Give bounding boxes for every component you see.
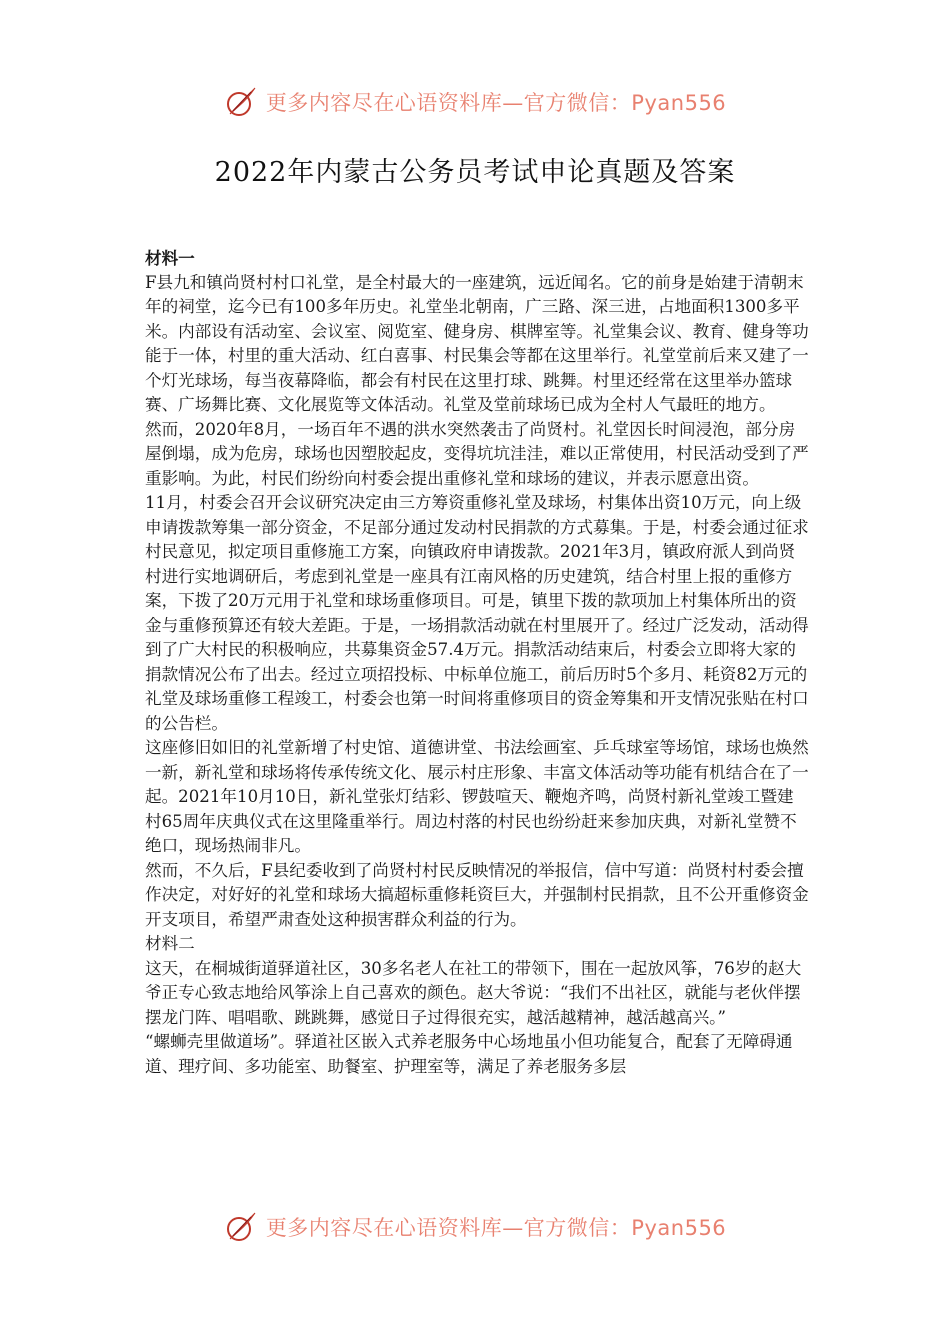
feather-pen-logo-icon: [224, 85, 258, 119]
section-heading: 材料二: [145, 934, 195, 953]
paragraph: 然而，不久后，F县纪委收到了尚贤村村民反映情况的举报信，信中写道：尚贤村村委会擅作决定，对好好的礼堂和球场大搞超标重修耗资巨大，并强制村民捐款，且不公开重修资金开支项目，希望严肃查处这种损害群众利益的行为。: [145, 860, 809, 929]
watermark-banner-bottom: [0, 1205, 950, 1249]
watermark-text: 更多内容尽在心语资料库—官方微信：Pyan556: [265, 1216, 727, 1240]
document-body: [145, 246, 809, 1079]
paragraph: F县九和镇尚贤村村口礼堂，是全村最大的一座建筑，远近闻名。它的前身是始建于清朝末年的祠堂，迄今已有100多年历史。礼堂坐北朝南，广三路、深三进，占地面积1300多平米。内部设有活动室、会议室、阅览室、健身房、棋牌室等。礼堂集会议、教育、健身等功能于一体，村里的重大活动、红白喜事、村民集会等都在这里举行。礼堂堂前后来又建了一个灯光球场，每当夜幕降临，都会有村民在这里打球、跳舞。村里还经常在这里举办篮球赛、广场舞比赛、文化展览等文体活动。礼堂及堂前球场已成为全村人气最旺的地方。: [145, 272, 809, 414]
paragraph: 这天，在桐城街道驿道社区，30多名老人在社工的带领下，围在一起放风筝，76岁的赵大爷正专心致志地给风筝涂上自己喜欢的颜色。赵大爷说：“我们不出社区，就能与老伙伴摆摆龙门阵、唱唱歌、跳跳舞，感觉日子过得很充实，越活越精神，越活越高兴。”: [145, 958, 802, 1027]
document-title: 2022年内蒙古公务员考试申论真题及答案: [214, 157, 736, 188]
paragraph: 11月，村委会召开会议研究决定由三方筹资重修礼堂及球场，村集体出资10万元，向上级申请拨款筹集一部分资金，不足部分通过发动村民捐款的方式募集。于是，村委会通过征求村民意见，拟定项目重修施工方案，向镇政府申请拨款。2021年3月，镇政府派人到尚贤村进行实地调研后，考虑到礼堂是一座具有江南风格的历史建筑，结合村里上报的重修方案，下拨了20万元用于礼堂和球场重修项目。可是，镇里下拨的款项加上村集体所出的资金与重修预算还有较大差距。于是，一场捐款活动就在村里展开了。经过广泛发动，活动得到了广大村民的积极响应，共募集资金57.4万元。捐款活动结束后，村委会立即将大家的捐款情况公布了出去。经过立项招投标、中标单位施工，前后历时5个多月、耗资82万元的礼堂及球场重修工程竣工，村委会也第一时间将重修项目的资金筹集和开支情况张贴在村口的公告栏。: [145, 493, 809, 733]
section-heading: 材料一: [145, 248, 195, 268]
watermark-banner-top: [0, 80, 950, 124]
paragraph: 然而，2020年8月，一场百年不遇的洪水突然袭击了尚贤村。礼堂因长时间浸泡，部分房屋倒塌，成为危房，球场也因塑胶起皮，变得坑坑洼洼，难以正常使用，村民活动受到了严重影响。为此，村民们纷纷向村委会提出重修礼堂和球场的建议，并表示愿意出资。: [145, 419, 809, 488]
feather-pen-logo-icon: [224, 1210, 258, 1244]
paragraph: 这座修旧如旧的礼堂新增了村史馆、道德讲堂、书法绘画室、乒乓球室等场馆，球场也焕然一新，新礼堂和球场将传承传统文化、展示村庄形象、丰富文体活动等功能有机结合在了一起。2021年10月10日，新礼堂张灯结彩、锣鼓喧天、鞭炮齐鸣，尚贤村新礼堂竣工暨建村65周年庆典仪式在这里隆重举行。周边村落的村民也纷纷赶来参加庆典，对新礼堂赞不绝口，现场热闹非凡。: [145, 738, 809, 855]
watermark-text: 更多内容尽在心语资料库—官方微信：Pyan556: [265, 91, 727, 115]
paragraph: “螺蛳壳里做道场”。驿道社区嵌入式养老服务中心场地虽小但功能复合，配套了无障碍通道、理疗间、多功能室、助餐室、护理室等，满足了养老服务多层: [145, 1032, 793, 1076]
